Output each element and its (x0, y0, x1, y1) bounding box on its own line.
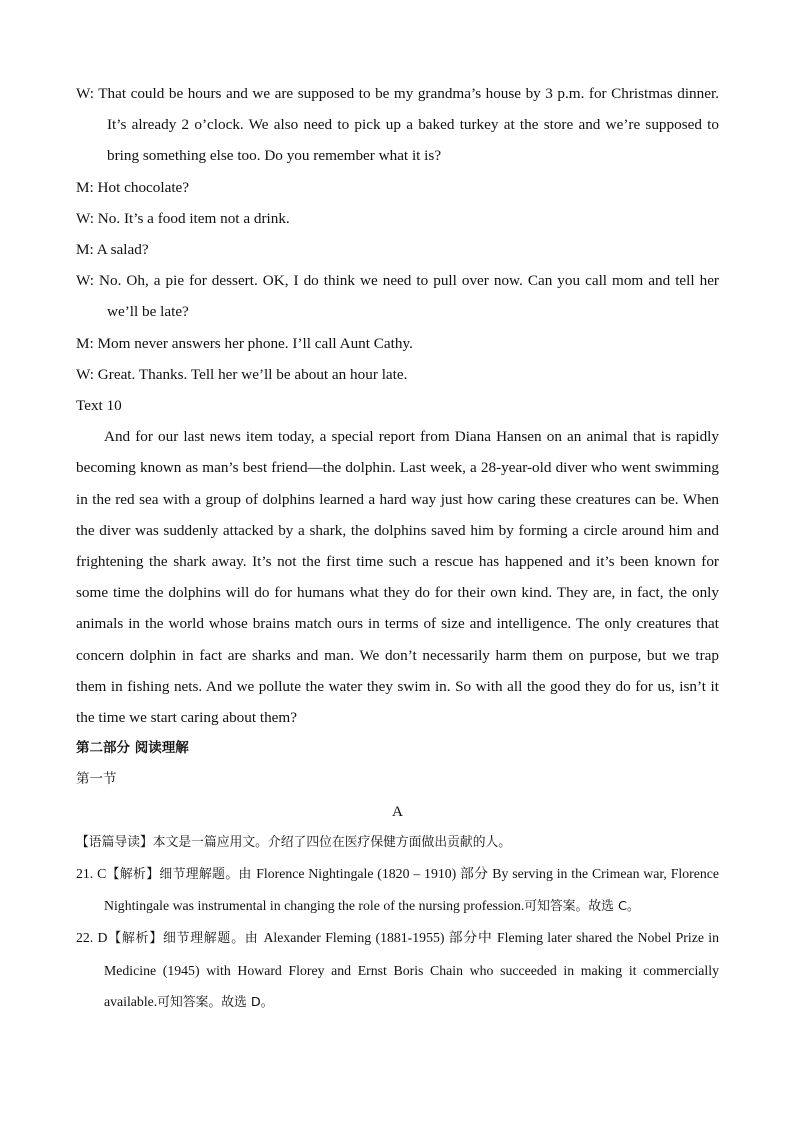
speaker-label: W: (76, 272, 94, 290)
text10-title: Text 10 (76, 397, 122, 415)
answer-number: 21. C (76, 866, 107, 882)
part2-heading: 第二部分 阅读理解 (76, 740, 189, 757)
utterance: Hot chocolate? (97, 178, 190, 196)
speaker-label: W: (76, 365, 94, 383)
document-page (76, 78, 719, 1018)
answer-end: 可知答案。故选 C。 (524, 899, 640, 915)
answer-item (76, 858, 719, 922)
answer-text: Alexander Fleming (1881-1955) 部分中 Fleming later shared the Nobel Prize in Medicine (1945) with Howard Florey and Ernst Boris Chain who succeeded in making it commercially available. (104, 930, 719, 1009)
speaker-label: W: (76, 209, 94, 227)
dialogue-line (76, 172, 719, 203)
dialogue-line (76, 234, 719, 265)
passage-label: A (392, 802, 403, 820)
answer-text: Florence Nightingale (1820 – 1910) 部分 By serving in the Crimean war, Florence Nightingale was instrumental in changing the role of the nursing profession. (104, 866, 719, 914)
passage-guide: 【语篇导读】本文是一篇应用文。介绍了四位在医疗保健方面做出贡献的人。 (76, 834, 512, 850)
dialogue-line (76, 203, 719, 234)
utterance: Great. Thanks. Tell her we’ll be about an hour late. (97, 365, 408, 383)
section-label: 第一节 (76, 771, 117, 788)
utterance: A salad? (96, 241, 149, 259)
dialogue-line (76, 359, 719, 390)
answer-item (76, 922, 719, 1018)
speaker-label: W: (76, 85, 94, 102)
answer-tag: 【解析】细节理解题。由 (106, 867, 257, 883)
utterance: Mom never answers her phone. I’ll call Aunt Cathy. (97, 334, 413, 352)
answer-end: 可知答案。故选 D。 (157, 994, 274, 1010)
speaker-label: M: (76, 334, 94, 352)
utterance: No. It’s a food item not a drink. (97, 209, 290, 227)
text10-body: And for our last news item today, a special report from Diana Hansen on an animal that is rapidly becoming known as man’s best friend—the dolphin. Last week, a 28-year-old diver who went swimming in the red sea with a group of dolphins learned a hard way just how caring these creatures can be. When the diver was suddenly attacked by a shark, the dolphins saved him by forming a circle around him and frightening the shark away. It’s not the first time such a rescue has happened and it’s been known for some time the dolphins will do for humans what they do for their own kind. They are, in fact, the only animals in the world whose brains match ours in terms of size and intelligence. The only creatures that concern dolphin in fact are sharks and man. We don’t necessarily harm them on purpose, but we trap them in fishing nets. And we pollute the water they swim in. So with all the good they do for us, isn’t it the time we start caring about them? (76, 428, 719, 727)
utterance: No. Oh, a pie for dessert. OK, I do think we need to pull over now. Can you call mom and tell her we’ll be late? (99, 272, 719, 321)
dialogue-line (76, 265, 719, 327)
speaker-label: M: (76, 178, 94, 196)
dialogue-line (76, 78, 719, 172)
speaker-label: M: (76, 241, 94, 259)
utterance: That could be hours and we are supposed to be my grandma’s house by 3 p.m. for Christmas dinner. It’s already 2 o’clock. We also need to pick up a baked turkey at the store and we’re supposed to bring something else too. Do you remember what it is? (98, 85, 719, 165)
answer-number: 22. D (76, 930, 108, 946)
dialogue-line (76, 328, 719, 359)
answer-tag: 【解析】细节理解题。由 (107, 931, 264, 947)
dialogue (76, 78, 719, 390)
